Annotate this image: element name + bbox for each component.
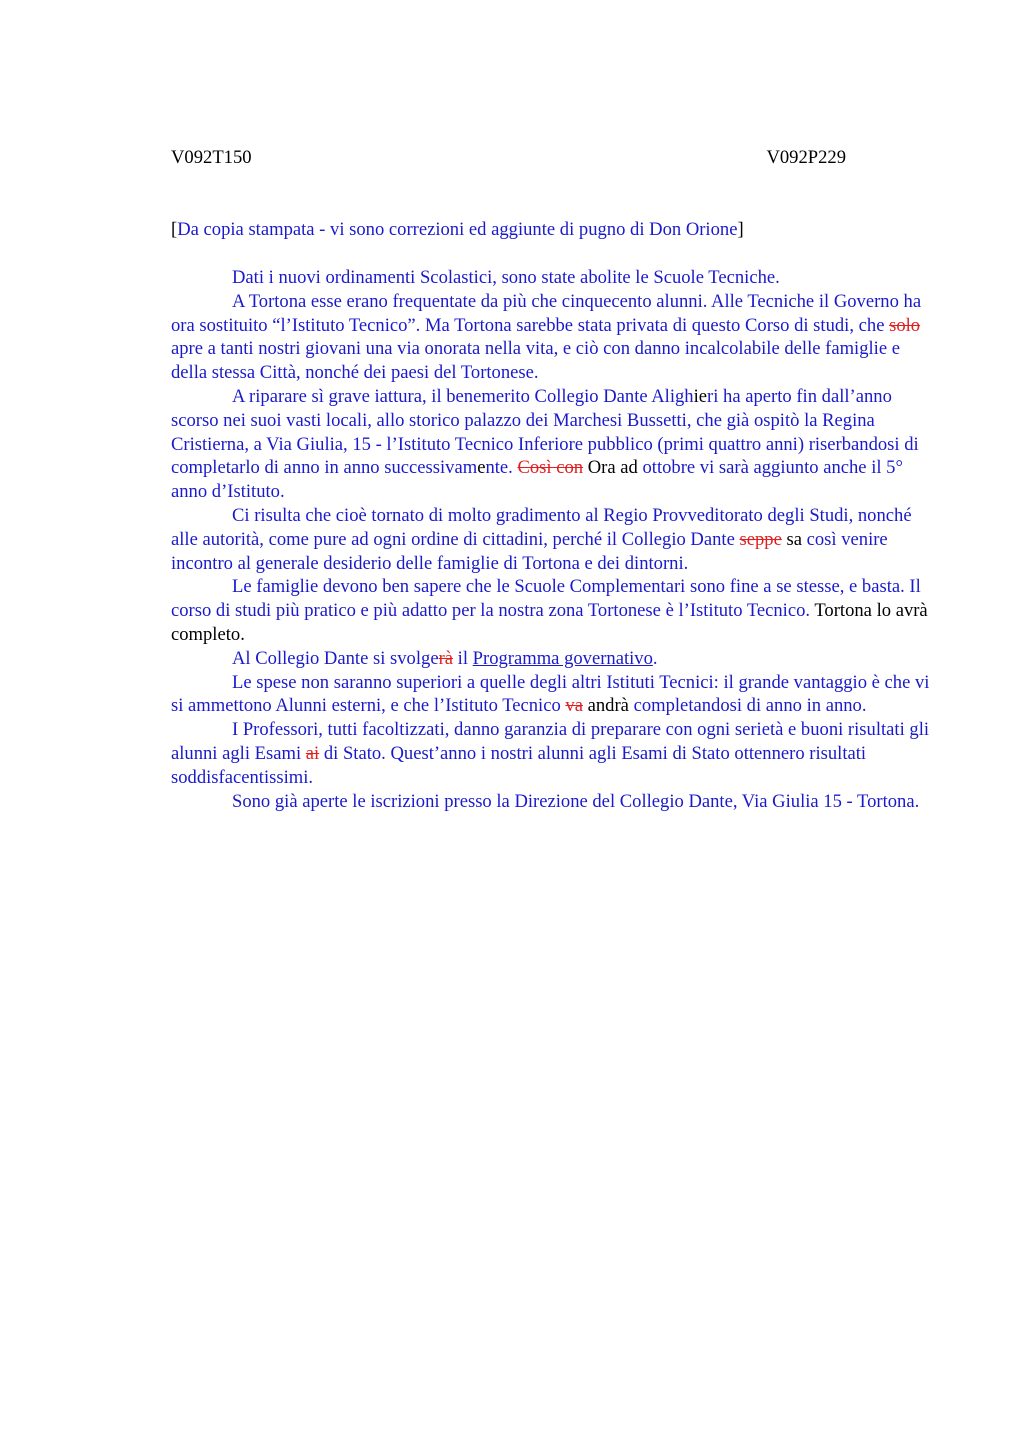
document-header [171,146,846,170]
deleted-text: ai [305,742,320,764]
paragraph-text: ottobre vi sarà aggiunto anche il 5° anno d’Istituto. [171,457,903,503]
paragraph-text: Le famiglie devono ben sapere che le Scuole Complementari sono fine a se stesse, e basta. Il corso di studi più pratico e più adatto per la nostra zona Tortonese è l’Istituto Tecnico. [171,576,921,622]
paragraph-text: Le spese non saranno superiori a quelle degli altri Istituti Tecnici: il grande vantaggio è che vi si ammettono Alunni esterni, e che l’Istituto Tecnico [171,671,930,717]
note-bracket-open: [ [171,219,178,240]
paragraph-3 [171,385,931,504]
original-text: Ora ad [583,457,638,479]
paragraph-4 [171,504,931,575]
source-note [171,218,744,242]
original-text: andrà [582,695,629,717]
paragraph-8 [171,718,931,789]
paragraph-text: ri ha aperto fin dall’anno scorso nei suoi vasti locali, allo storico palazzo dei Marchesi Bussetti, che già ospitò la Regina Cristierna, a Via Giulia, 15 - l’Istituto Tecnico Inferiore pubblico (primi quattro anni) riserbandosi di completarlo di anno in anno successivam [171,385,919,479]
paragraph-text: . [652,647,658,669]
paragraph-5 [171,575,931,646]
original-text: e [477,457,486,479]
paragraph-2 [171,290,931,385]
paragraph-text: Al Collegio Dante si svolge [232,647,439,669]
underlined-text: Programma governativo [472,647,653,669]
paragraph-text: apre a tanti nostri giovani una via onorata nella vita, e ciò con danno incalcolabile delle famiglie e della stessa Città, nonché dei paesi del Tortonese. [171,338,901,384]
paragraph-text: completandosi di anno in anno. [628,695,867,717]
paragraph-text: il [453,647,473,669]
document-code-left: V092T150 [171,147,252,168]
paragraph-text: nte. [485,457,518,479]
note-bracket-close: ] [737,219,744,240]
paragraph-text: A riparare sì grave iattura, il benemerito Collegio Dante Aligh [232,385,694,407]
page-code-right: V092P229 [766,147,846,168]
paragraph-6 [171,647,931,671]
paragraph-1 [171,266,931,290]
paragraph-text: di Stato. Quest’anno i nostri alunni agli Esami di Stato ottennero risultati soddisfacentissimi. [171,742,867,788]
paragraph-9 [171,790,931,814]
original-text: Tortona lo avrà completo. [171,600,928,645]
paragraph-text: Dati i nuovi ordinamenti Scolastici, sono state abolite le Scuole Tecniche. [232,267,780,288]
paragraph-text: Sono già aperte le iscrizioni presso la Direzione del Collegio Dante, Via Giulia 15 - Tortona. [232,790,920,812]
paragraph-text: A Tortona esse erano frequentate da più che cinquecento alunni. Alle Tecniche il Governo ha ora sostituito “l’Istituto Tecnico”. Ma Tortona sarebbe stata privata di questo Corso di studi, che [171,290,922,336]
deleted-text: va [565,695,583,717]
paragraph-text: così venire incontro al generale desiderio delle famiglie di Tortona e dei dintorni. [171,528,888,574]
paragraph-7 [171,671,931,719]
deleted-text: rà [438,647,454,669]
deleted-text: Così con [517,457,584,479]
document-body [171,266,931,813]
note-text: Da copia stampata - vi sono correzioni ed aggiunte di pugno di Don Orione [177,219,738,240]
original-text: sa [781,528,802,550]
deleted-text: seppe [739,528,782,550]
paragraph-text: I Professori, tutti facoltizzati, danno garanzia di preparare con ogni serietà e buoni risultati gli alunni agli Esami [171,719,930,764]
original-text: ie [693,385,708,407]
deleted-text: solo [889,314,921,336]
paragraph-text: Ci risulta che cioè tornato di molto gradimento al Regio Provveditorato degli Studi, nonché alle autorità, come pure ad ogni ordine di cittadini, perché il Collegio Dante [171,504,912,550]
